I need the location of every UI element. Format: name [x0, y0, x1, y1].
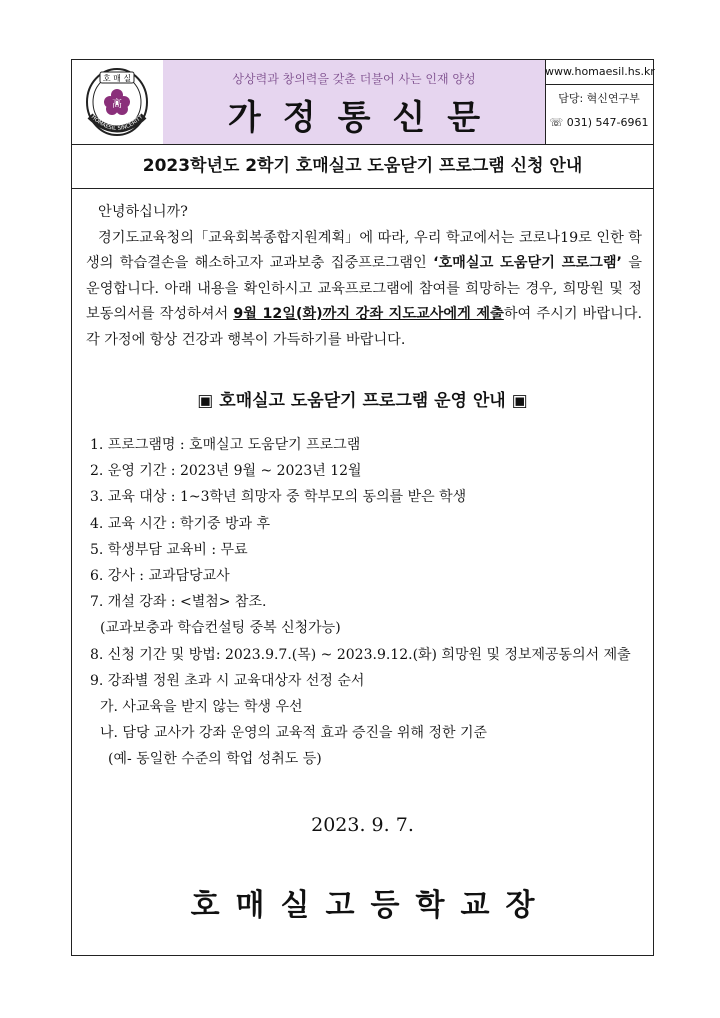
logo-center-char: 高 — [112, 99, 122, 110]
letter-header — [72, 60, 653, 145]
section-title: ▣ 호매실고 도움닫기 프로그램 운영 안내 ▣ — [197, 391, 528, 411]
school-logo-cell — [72, 60, 164, 144]
list-item: 3. 교육 대상 : 1~3학년 희망자 중 학부모의 동의를 받은 학생 — [90, 489, 467, 506]
contact-info — [545, 60, 653, 144]
school-slogan: 상상력과 창의력을 갖춘 더불어 사는 인재 양성 — [232, 72, 476, 86]
letter-date: 2023. 9. 7. — [311, 814, 414, 836]
paragraph-text-2: 을 운영합니다. 아래 내용을 확인하시고 교육프로그램에 참여를 희망하는 경우, 희망원 및 정보동의서를 작성하셔서 — [86, 255, 642, 322]
paragraph-text-1: 경기도교육청의「교육회복종합지원계획」에 따라, 우리 학교에서는 코로나19로 인한 학생의 학습결손을 해소하고자 교과보충 집중프로그램인 — [86, 229, 642, 271]
list-item: 8. 신청 기간 및 방법: 2023.9.7.(목) ~ 2023.9.12.(화) 희망원 및 정보제공동의서 제출 — [90, 646, 631, 663]
program-name: ‘호매실고 도움닫기 프로그램’ — [433, 255, 622, 271]
page-title: 가정통신문 — [227, 98, 503, 138]
list-item: 9. 강좌별 정원 초과 시 교육대상자 선정 순서 — [90, 672, 365, 689]
list-item: 6. 강사 : 교과담당교사 — [90, 568, 230, 585]
title-cell — [163, 60, 546, 144]
phone-number: ☏ 031) 547-6961 — [549, 116, 649, 129]
list-item: 2. 운영 기간 : 2023년 9월 ~ 2023년 12월 — [90, 463, 362, 480]
letter-paragraph — [86, 226, 642, 354]
logo-ring-text: HOMAESIL SINCERITY — [89, 114, 145, 133]
list-item: 5. 학생부담 교육비 : 무료 — [90, 541, 248, 558]
logo-top-text: 호 매 실 — [102, 74, 132, 83]
department-label: 담당: 혁신연구부 — [558, 92, 640, 105]
school-logo — [72, 60, 163, 144]
document-frame — [71, 59, 654, 956]
greeting: 안녕하십니까? — [98, 204, 188, 220]
deadline-notice: 9월 12일(화)까지 강좌 지도교사에게 제출 — [233, 306, 504, 322]
website-link[interactable]: www.homaesil.hs.kr — [545, 60, 653, 85]
principal-signature: 호매실고등학교장 — [190, 888, 551, 923]
list-item-note: (교과보충과 학습컨설팅 중복 신청가능) — [100, 620, 341, 637]
list-item: 7. 개설 강좌 : <별첨> 참조. — [90, 594, 267, 611]
list-item-note: (예- 동일한 수준의 학업 성취도 등) — [108, 751, 322, 768]
program-details-list — [90, 432, 650, 773]
letter-subject: 2023학년도 2학기 호매실고 도움닫기 프로그램 신청 안내 — [72, 144, 653, 189]
paragraph-text-3: 하여 주시기 바랍니다. 각 가정에 항상 건강과 행복이 가득하기를 바랍니다. — [86, 306, 642, 348]
letter-body — [86, 200, 642, 353]
list-item: 4. 교육 시간 : 학기중 방과 후 — [90, 515, 271, 532]
list-item: 1. 프로그램명 : 호매실고 도움닫기 프로그램 — [90, 437, 361, 453]
list-subitem: 가. 사교육을 받지 않는 학생 우선 — [100, 699, 303, 716]
list-subitem: 나. 담당 교사가 강좌 운영의 교육적 효과 증진을 위해 정한 기준 — [100, 725, 488, 742]
